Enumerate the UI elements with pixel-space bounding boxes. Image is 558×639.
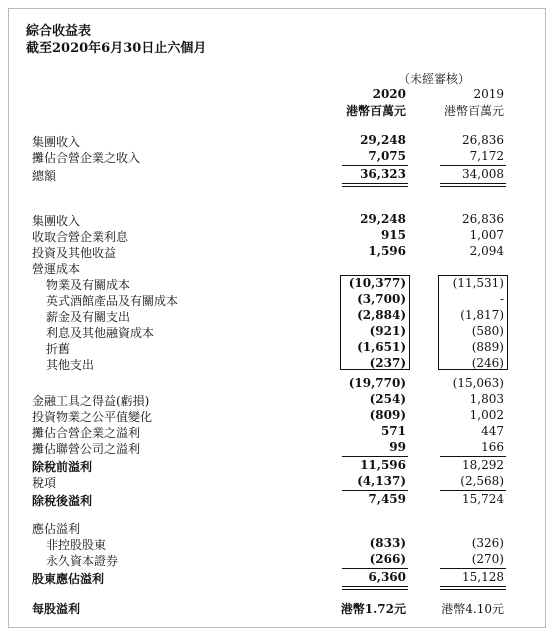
row-label: 永久資本證券 (46, 554, 119, 568)
row-label: 股東應佔溢利 (32, 572, 105, 586)
value-2020: 6,360 (368, 570, 406, 584)
value-2019: (580) (471, 324, 504, 338)
row-label: 折舊 (46, 342, 71, 356)
value-2020: (266) (369, 552, 406, 566)
row-label: 總額 (32, 169, 57, 183)
value-2019: - (499, 292, 504, 306)
total-double-rule-2019 (440, 186, 506, 187)
value-2019: 2,094 (469, 244, 504, 258)
table-row (0, 340, 558, 356)
total-rule-2019 (440, 586, 506, 587)
table-row (0, 552, 558, 568)
total-double-rule-2020 (342, 589, 408, 590)
value-2020: (809) (369, 408, 406, 422)
value-2020: 11,596 (360, 458, 406, 472)
row-label: 薪金及有關支出 (46, 310, 131, 324)
total-rule-2020 (342, 586, 408, 587)
table-row (0, 276, 558, 292)
table-row (0, 356, 558, 372)
subtotal-rule-2020 (342, 568, 408, 569)
value-2019: (11,531) (452, 276, 504, 290)
table-row (0, 600, 558, 616)
value-2019: 18,292 (462, 458, 504, 472)
table-row (0, 570, 558, 586)
value-2019: 15,128 (462, 570, 504, 584)
value-2019: 166 (481, 440, 504, 454)
value-2020: 915 (380, 228, 406, 242)
table-row (0, 458, 558, 474)
table-row (0, 292, 558, 308)
total-double-rule-2020 (342, 186, 408, 187)
table-row (0, 212, 558, 228)
table-row (0, 244, 558, 260)
table-row (0, 133, 558, 149)
value-2020: 99 (389, 440, 406, 454)
value-2019: (246) (471, 356, 504, 370)
table-row (0, 424, 558, 440)
row-label: 英式酒館產品及有關成本 (46, 294, 179, 308)
row-label: 非控股股東 (46, 538, 107, 552)
row-label: 攤佔合營企業之收入 (32, 151, 141, 165)
statement-period: 截至2020年6月30日止六個月 (26, 41, 207, 56)
value-2020: (254) (369, 392, 406, 406)
value-2020: (2,884) (357, 308, 406, 322)
value-2020: 1,596 (368, 244, 406, 258)
row-label: 利息及其他融資成本 (46, 326, 155, 340)
row-label: 集團收入 (32, 135, 81, 149)
table-row (0, 149, 558, 165)
audit-note: （未經審核） (398, 72, 471, 86)
subtotal-rule-2019 (440, 456, 506, 457)
value-2020: 29,248 (360, 133, 406, 147)
table-row (0, 536, 558, 552)
value-2020: 港幣1.72元 (340, 602, 406, 616)
value-2019: 1,002 (469, 408, 504, 422)
value-2020: (1,651) (357, 340, 406, 354)
row-label: 除稅前溢利 (32, 460, 93, 474)
row-label: 投資物業之公平值變化 (32, 410, 153, 424)
subtotal-rule-2019 (440, 165, 506, 166)
table-row (0, 324, 558, 340)
row-label: 收取合營企業利息 (32, 230, 129, 244)
value-2019: (15,063) (452, 376, 504, 390)
value-2019: 7,172 (469, 149, 504, 163)
value-2019: (270) (471, 552, 504, 566)
value-2019: (1,817) (460, 308, 504, 322)
value-2019: 1,803 (469, 392, 504, 406)
table-row (0, 408, 558, 424)
value-2020: (921) (369, 324, 406, 338)
table-row (0, 392, 558, 408)
table-row (0, 376, 558, 392)
subtotal-rule-2019 (440, 490, 506, 491)
value-2020: (4,137) (357, 474, 406, 488)
unit-2020-header: 港幣百萬元 (345, 104, 406, 118)
value-2019: 34,008 (462, 167, 504, 181)
row-label: 應佔溢利 (32, 522, 81, 536)
subtotal-rule-2020 (342, 490, 408, 491)
value-2020: (10,377) (348, 276, 406, 290)
row-label: 除稅後溢利 (32, 494, 93, 508)
row-label: 投資及其他收益 (32, 246, 117, 260)
year-2020-header: 2020 (372, 87, 406, 101)
value-2020: 7,459 (368, 492, 406, 506)
value-2020: (237) (369, 356, 406, 370)
value-2019: (889) (471, 340, 504, 354)
table-row (0, 260, 558, 276)
value-2019: 港幣4.10元 (441, 602, 504, 616)
row-label: 其他支出 (46, 358, 95, 372)
value-2019: 1,007 (469, 228, 504, 242)
total-rule-2019 (440, 183, 506, 184)
value-2020: (3,700) (357, 292, 406, 306)
value-2020: 7,075 (368, 149, 406, 163)
table-row (0, 440, 558, 456)
value-2019: 447 (481, 424, 504, 438)
row-label: 每股溢利 (32, 602, 81, 616)
table-row (0, 228, 558, 244)
row-label: 集團收入 (32, 214, 81, 228)
subtotal-rule-2020 (342, 165, 408, 166)
row-label: 攤佔聯營公司之溢利 (32, 442, 141, 456)
row-label: 稅項 (32, 476, 57, 490)
row-label: 攤佔合營企業之溢利 (32, 426, 141, 440)
value-2020: 36,323 (360, 167, 406, 181)
table-row (0, 492, 558, 508)
statement-title: 綜合收益表 (26, 24, 92, 39)
table-row (0, 520, 558, 536)
table-row (0, 167, 558, 183)
value-2020: (833) (369, 536, 406, 550)
table-row (0, 308, 558, 324)
value-2020: 29,248 (360, 212, 406, 226)
row-label: 金融工具之得益(虧損) (32, 394, 150, 408)
value-2019: (326) (471, 536, 504, 550)
subtotal-rule-2020 (342, 456, 408, 457)
value-2020: (19,770) (348, 376, 406, 390)
value-2019: 26,836 (462, 212, 504, 226)
subtotal-rule-2019 (440, 568, 506, 569)
year-2019-header: 2019 (473, 87, 504, 101)
total-double-rule-2019 (440, 589, 506, 590)
total-rule-2020 (342, 183, 408, 184)
value-2019: 26,836 (462, 133, 504, 147)
row-label: 營運成本 (32, 262, 81, 276)
row-label: 物業及有關成本 (46, 278, 131, 292)
value-2019: 15,724 (462, 492, 504, 506)
unit-2019-header: 港幣百萬元 (443, 104, 504, 118)
value-2020: 571 (380, 424, 406, 438)
table-row (0, 474, 558, 490)
value-2019: (2,568) (460, 474, 504, 488)
